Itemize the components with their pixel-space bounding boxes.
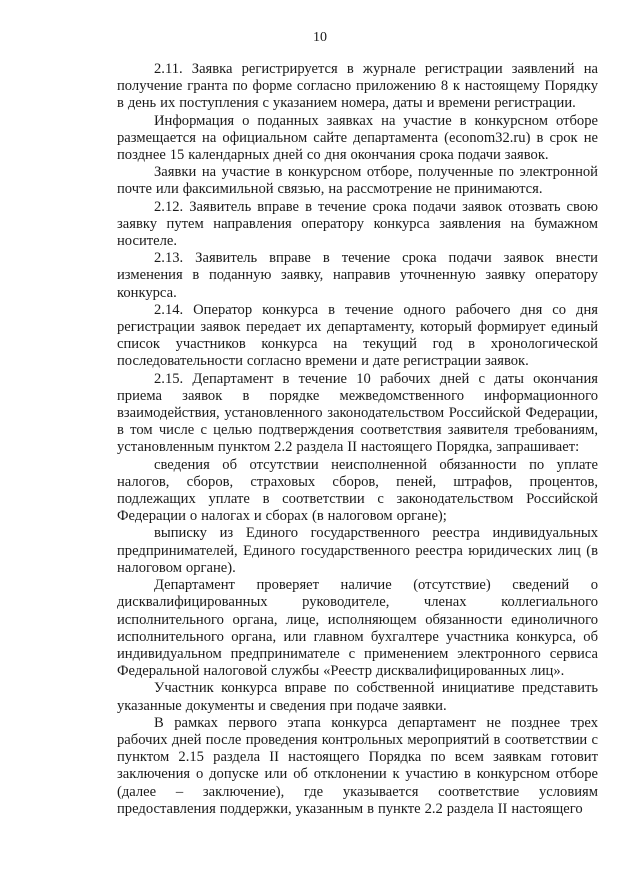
paragraph-info-published: Информация о поданных заявках на участие в конкурсном отборе размещается на официальном сайте департамента (econom32.ru) в срок не позднее 15 календарных дней со дня окончания срока подачи заявок. xyxy=(117,112,598,164)
paragraph-2-12: 2.12. Заявитель вправе в течение срока подачи заявок отозвать свою заявку путем направления оператору конкурса заявления на бумажном носителе. xyxy=(117,198,598,250)
paragraph-2-13: 2.13. Заявитель вправе в течение срока подачи заявок внести изменения в поданную заявку, направив уточненную заявку оператору конкурса. xyxy=(117,250,598,301)
paragraph-first-stage: В рамках первого этапа конкурса департамент не позднее трех рабочих дней после проведения контрольных мероприятий в соответствии с пунктом 2.15 раздела II настоящего Порядка по всем заявкам готовит заключения о допуске или об отклонении к участию в конкурсном отборе (далее – заключение), где указывается соответствие условиям предоставления поддержки, указанным в пункте 2.2 раздела II настоящего xyxy=(117,714,598,817)
paragraph-2-15: 2.15. Департамент в течение 10 рабочих дней с даты окончания приема заявок в порядке межведомственного информационного взаимодействия, установленного законодательством Российской Федерации, в том числе с целью подтверждения соответствия заявителя требованиям, установленным пунктом 2.2 раздела II настоящего Порядка, запрашивает: xyxy=(117,370,598,456)
document-body xyxy=(117,61,598,818)
paragraph-participant-right: Участник конкурса вправе по собственной инициативе представить указанные документы и сведения при подаче заявки. xyxy=(117,680,598,714)
paragraph-tax-info: сведения об отсутствии неисполненной обязанности по уплате налогов, сборов, страховых сборов, пеней, штрафов, процентов, подлежащих уплате в соответствии с законодательством Российской Федерации о налогах и сборах (в налоговом органе); xyxy=(117,456,598,525)
paragraph-2-14: 2.14. Оператор конкурса в течение одного рабочего дня со дня регистрации заявок передает их департаменту, который формирует единый список участников конкурса на текущий год в хронологической последовательности согласно времени и дате регистрации заявок. xyxy=(117,301,598,370)
paragraph-registry-extract: выписку из Единого государственного реестра индивидуальных предпринимателей, Единого государственного реестра юридических лиц (в налоговом органе). xyxy=(117,525,598,576)
paragraph-2-11: 2.11. Заявка регистрируется в журнале регистрации заявлений на получение гранта по форме согласно приложению 8 к настоящему Порядку в день их поступления с указанием номера, даты и времени регистрации. xyxy=(117,61,598,112)
paragraph-disqualification-check: Департамент проверяет наличие (отсутствие) сведений о дисквалифицированных руководителе, членах коллегиального исполнительного органа, лице, исполняющем обязанности единоличного исполнительного органа, или главном бухгалтере участника конкурса, об индивидуальном предпринимателе с применением электронного сервиса Федеральной налоговой службы «Реестр дисквалифицированных лиц». xyxy=(117,577,598,680)
page-number: 10 xyxy=(313,30,327,45)
paragraph-email-fax: Заявки на участие в конкурсном отборе, полученные по электронной почте или факсимильной связью, на рассмотрение не принимаются. xyxy=(117,164,598,198)
